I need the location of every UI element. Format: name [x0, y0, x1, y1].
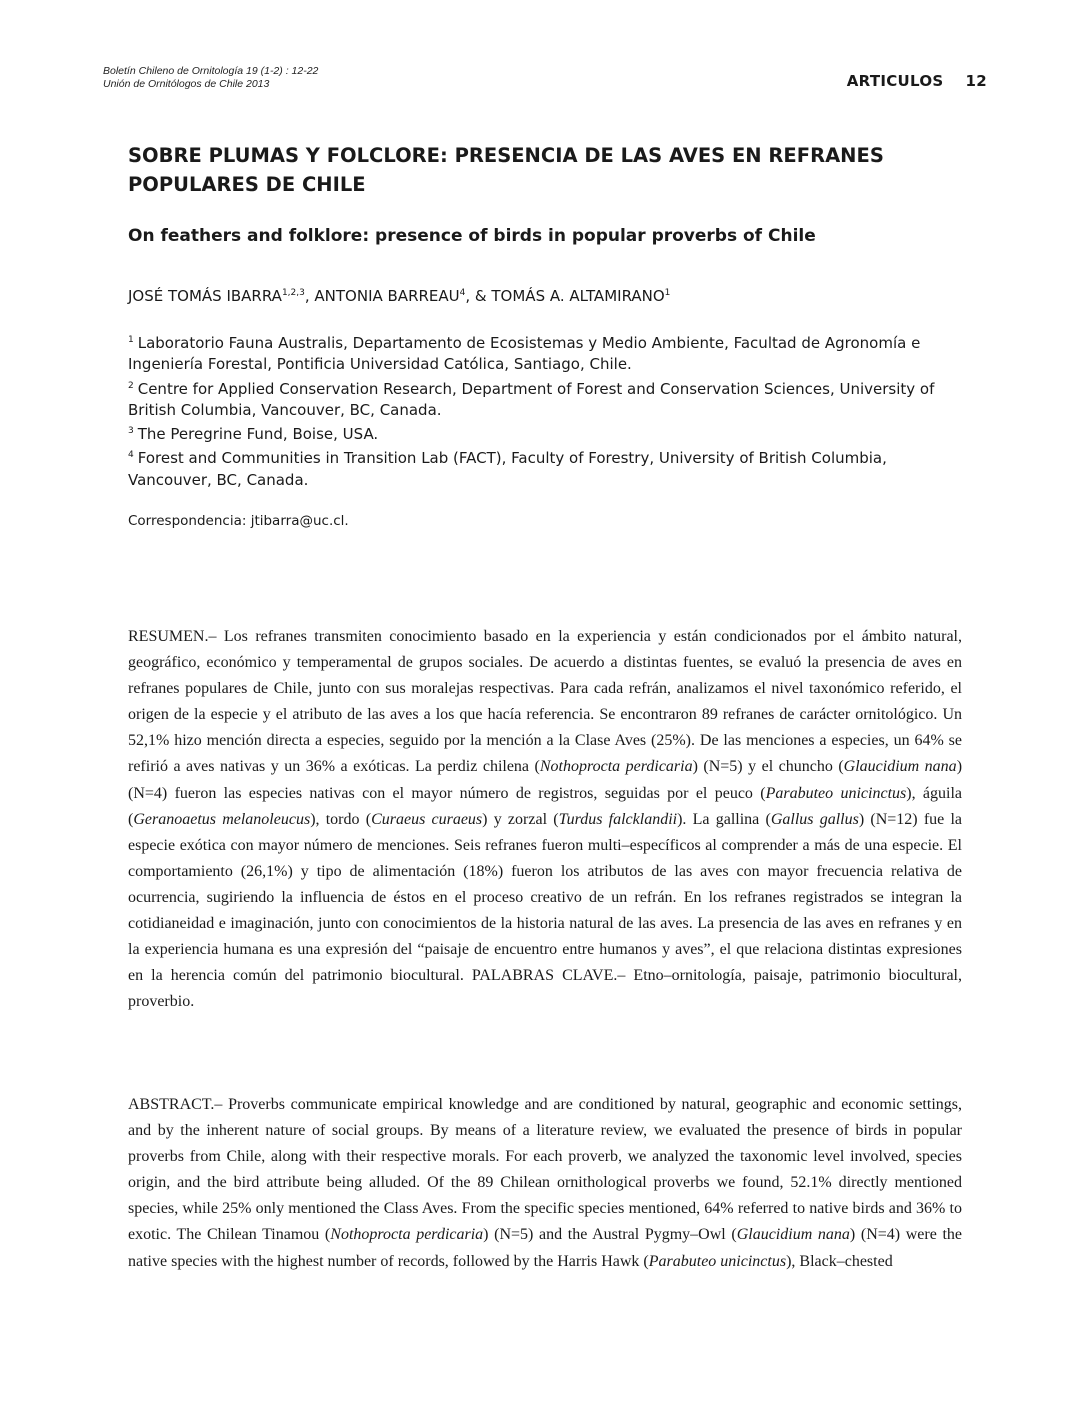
affiliation-number: 4	[128, 450, 134, 461]
author-separator: ,	[304, 287, 315, 305]
affiliation-text: The Peregrine Fund, Boise, USA.	[137, 425, 379, 444]
affiliation-number: 2	[128, 380, 134, 391]
species-name: Nothoprocta perdicaria	[539, 758, 693, 776]
species-name: Curaeus curaeus	[371, 810, 483, 828]
text-run: ) (N=4) were the native species with the highest number of records, followed by the Harris Hawk (	[128, 1226, 963, 1270]
text-run: RESUMEN.– Los refranes transmiten conocimiento basado en la experiencia y están condicionados por el ámbito natural, geográfico, económico y temperamental de grupos sociales. De acuerdo a distintas fuentes, se evaluó la presencia de aves en refranes populares de Chile, junto con sus moralejas respectivas. Para cada refrán, analizamos el nivel taxonómico referido, el origen de la especie y el atributo de las aves a los que hacía referencia. Se encontraron 89 refranes de carácter ornitológico. Un 52,1% hizo mención directa a especies, seguido por la mención a la Clase Aves (25%). De las menciones a especies, un 64% se refirió a aves nativas y un 36% a exóticas. La perdiz chilena (	[128, 628, 962, 776]
author-separator: , &	[465, 287, 492, 305]
english-title: On feathers and folklore: presence of birds in popular proverbs of Chile	[128, 226, 816, 246]
text-run: ), águila (	[128, 784, 963, 828]
affiliation-text: Centre for Applied Conservation Research, Department of Forest and Conservation Sciences, University of British Columbia, Vancouver, BC, Canada.	[128, 379, 935, 419]
text-run: ) (N=5) and the Austral Pygmy–Owl (	[483, 1226, 737, 1244]
affiliation-text: Laboratorio Fauna Australis, Departamento de Ecosistemas y Medio Ambiente, Facultad de Agronomía e Ingeniería Forestal, Pontificia Universidad Católica, Santiago, Chile.	[128, 334, 921, 374]
journal-publisher: Unión de Ornitólogos de Chile 2013	[103, 78, 270, 90]
affiliation	[128, 330, 968, 376]
affiliation	[128, 421, 968, 445]
species-name: Gallus gallus	[770, 810, 859, 828]
text-run: ) (N=12) fue la especie exótica con mayor número de menciones. Seis refranes fueron multi–específicos al comprender a más de una especie. El comportamiento (26,1%) y tipo de alimentación (18%) fueron los atributos de las aves con mayor frecuencia relativa de ocurrencia, sugiriendo la influencia de éstos en el proceso creativo de un refrán. En los refranes registrados se integran la cotidianeidad e imaginación, junto con conocimientos de la historia natural de las aves. La presencia de las aves en refranes y en la experiencia humana es una expresión del “paisaje de encuentro entre humanos y aves”, el que relaciona distintas expresiones en la herencia común del patrimonio biocultural. PALABRAS CLAVE.– Etno–ornitología, paisaje, patrimonio biocultural, proverbio.	[128, 810, 963, 1011]
title-line-2: POPULARES DE CHILE	[128, 173, 366, 196]
affiliation	[128, 445, 968, 491]
text-run: ), Black–chested	[786, 1252, 893, 1270]
author-list	[128, 282, 670, 307]
species-name: Geranoaetus melanoleucus	[133, 810, 311, 828]
text-run: ). La gallina (	[677, 810, 771, 828]
author-name: TOMÁS A. ALTAMIRANO	[491, 287, 665, 305]
author-name: JOSÉ TOMÁS IBARRA	[128, 287, 282, 305]
section-name: ARTICULOS	[846, 72, 944, 90]
affiliation-number: 1	[128, 335, 134, 345]
affiliations	[128, 330, 968, 491]
species-name: Parabuteo unicinctus	[648, 1252, 787, 1270]
author-affiliation-mark: 1	[664, 288, 671, 298]
author-affiliation-mark: 4	[459, 288, 466, 298]
title-line-1: SOBRE PLUMAS Y FOLCLORE: PRESENCIA DE LAS AVES EN REFRANES	[128, 144, 884, 167]
species-name: Nothoprocta perdicaria	[330, 1226, 484, 1244]
text-run: ) (N=5) y el chuncho (	[692, 758, 844, 776]
author-affiliation-mark: 1,2,3	[281, 288, 305, 298]
text-run: ) y zorzal (	[482, 810, 559, 828]
affiliation	[128, 376, 968, 422]
species-name: Glaucidium nana	[736, 1226, 850, 1244]
species-name: Turdus falcklandii	[558, 810, 678, 828]
text-run: ABSTRACT.– Proverbs communicate empirical knowledge and are conditioned by natural, geographic and economic settings, and by the inherent nature of social groups. By means of a literature review, we evaluated the presence of birds in popular proverbs from Chile, along with their respective morals. For each proverb, we analyzed the taxonomic level involved, species origin, and the bird attribute being alluded. Of the 89 Chilean ornithological proverbs we found, 52.1% directly mentioned species, while 25% only mentioned the Class Aves. From the specific species mentioned, 64% referred to native birds and 36% to exotic. The Chilean Tinamou (	[128, 1096, 962, 1244]
affiliation-number: 3	[128, 426, 134, 437]
species-name: Glaucidium nana	[843, 758, 957, 776]
abstract-paragraph	[128, 1092, 962, 1275]
section-header	[847, 72, 987, 90]
affiliation-text: Forest and Communities in Transition Lab (FACT), Faculty of Forestry, University of British Columbia, Vancouver, BC, Canada.	[128, 449, 887, 489]
text-run: ), tordo (	[310, 810, 372, 828]
correspondence-email: Correspondencia: jtibarra@uc.cl.	[128, 513, 349, 529]
species-name: Parabuteo unicinctus	[765, 784, 907, 802]
text-run: ) (N=4) fueron las especies nativas con el mayor número de registros, seguidas por el peuco (	[128, 758, 963, 802]
author-name: ANTONIA BARREAU	[314, 287, 460, 305]
page-number: 12	[965, 72, 987, 90]
journal-citation: Boletín Chileno de Ornitología 19 (1-2) : 12-22	[103, 65, 319, 77]
journal-running-head	[103, 65, 318, 91]
resumen-paragraph	[128, 624, 962, 1015]
article-title	[128, 141, 988, 199]
